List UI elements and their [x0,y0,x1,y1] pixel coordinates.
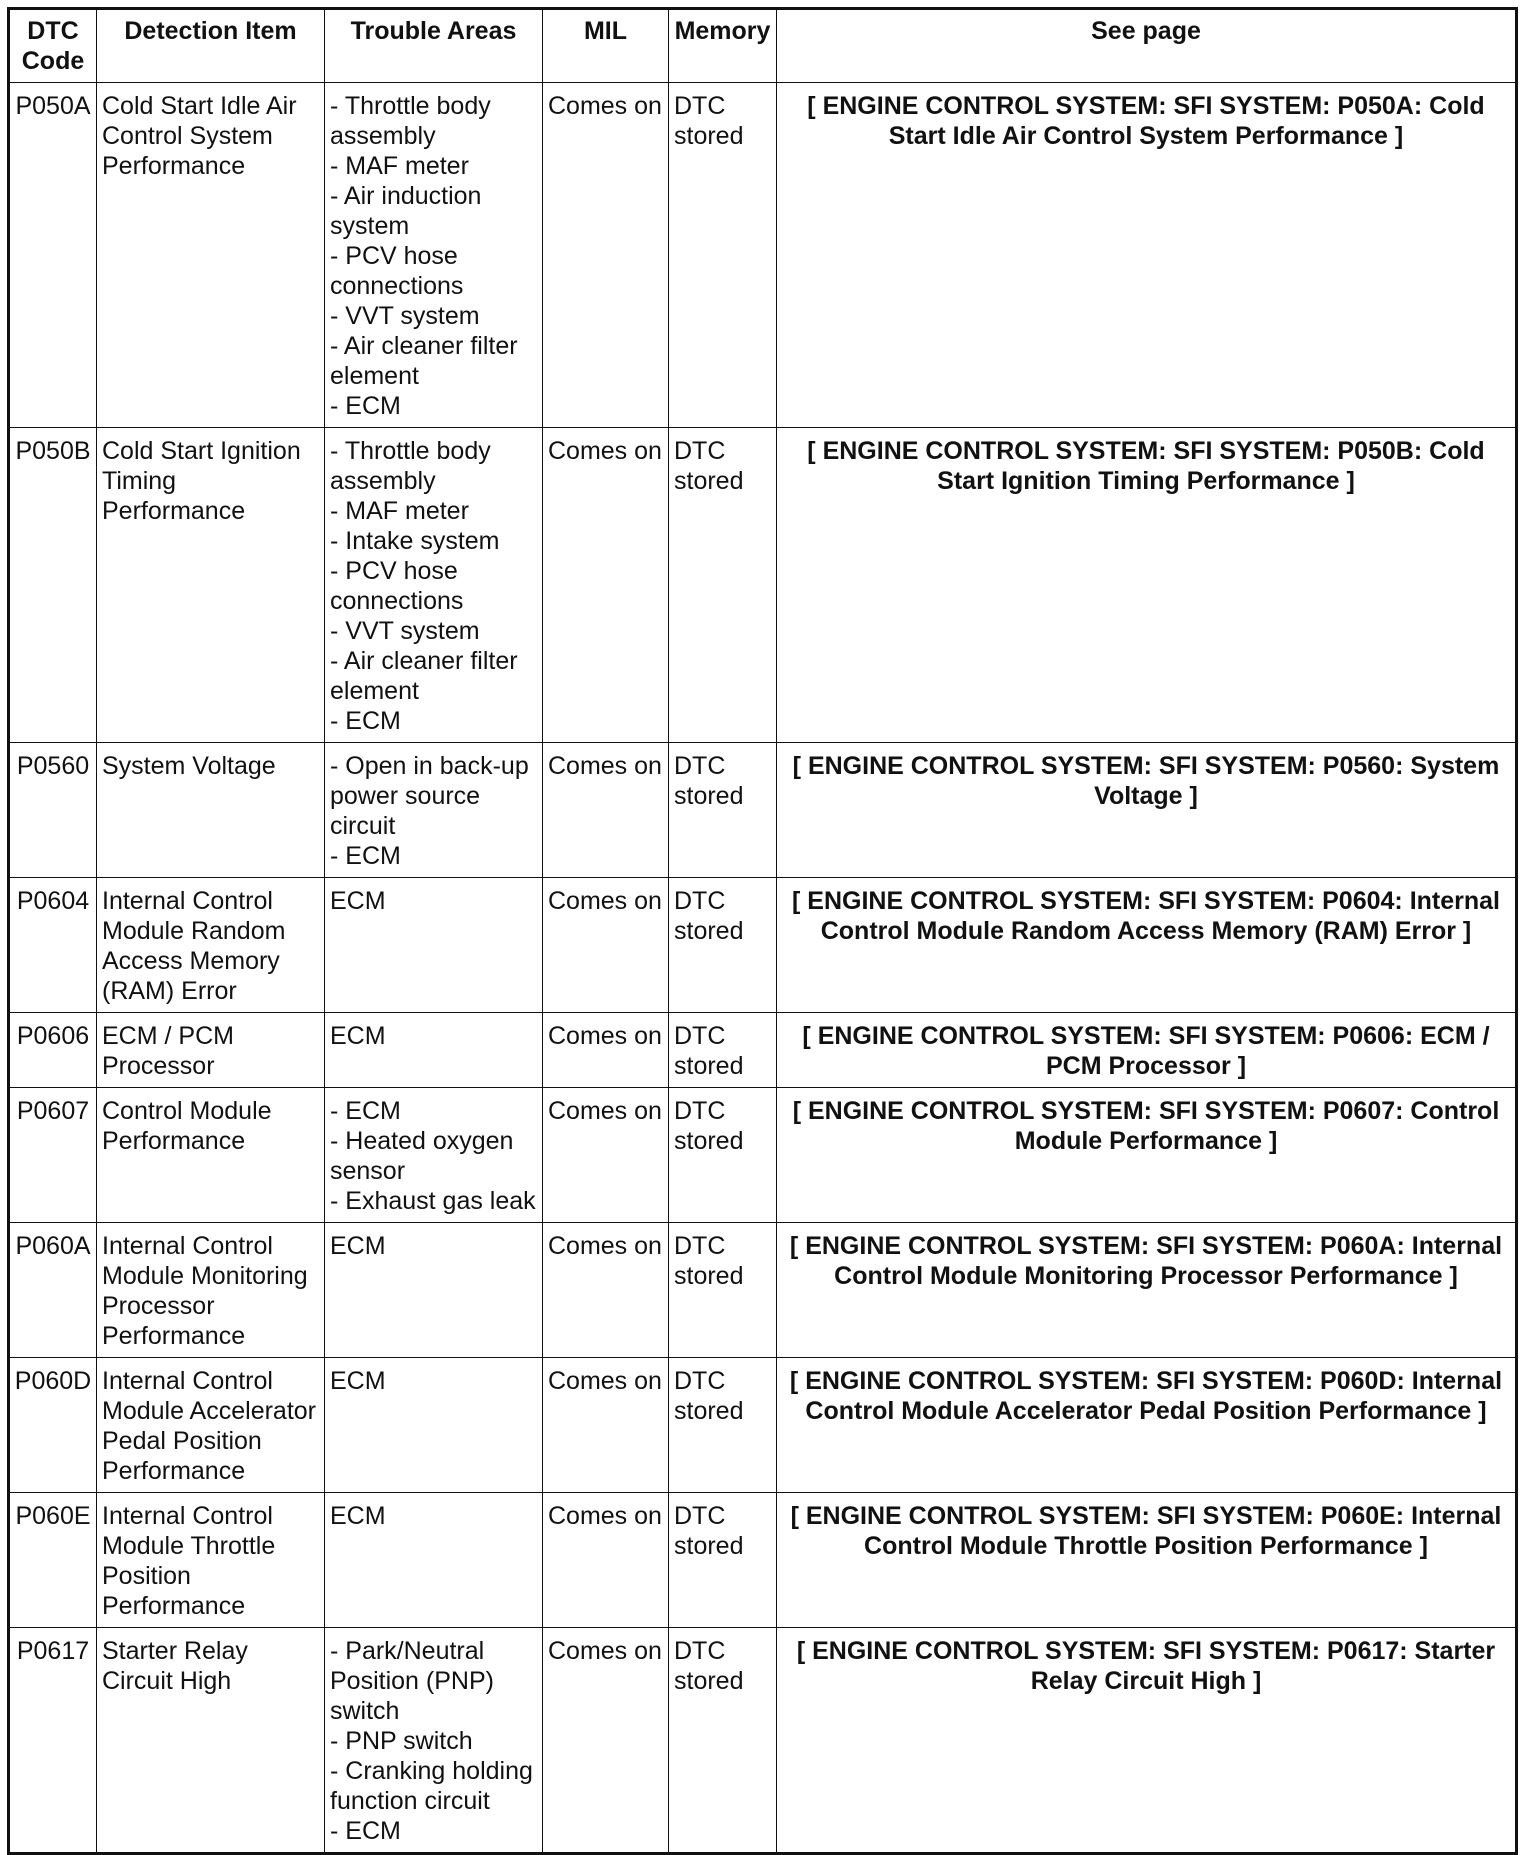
trouble-area-item: - VVT system [330,617,480,645]
trouble-area-item: - Park/Neutral Position (PNP) switch [330,1637,494,1725]
mil-cell: Comes on [543,1358,669,1493]
table-row [9,743,1517,878]
mil-cell: Comes on [543,428,669,743]
memory-cell: DTC stored [669,743,777,878]
detection-item-cell: Internal Control Module Random Access Memory (RAM) Error [97,878,325,1013]
table-row [9,878,1517,1013]
mil-cell: Comes on [543,743,669,878]
dtc-code-cell: P0606 [9,1013,97,1088]
header-mil: MIL [543,9,669,83]
dtc-table [7,7,1518,1855]
memory-cell: DTC stored [669,1223,777,1358]
table-row [9,83,1517,428]
dtc-code-cell: P0607 [9,1088,97,1223]
trouble-area-item: - ECM [330,1097,401,1125]
trouble-areas-cell [325,83,543,428]
detection-item-cell: ECM / PCM Processor [97,1013,325,1088]
detection-item-cell: System Voltage [97,743,325,878]
see-page-link: [ ENGINE CONTROL SYSTEM: SFI SYSTEM: P060D: Internal Control Module Accelerator Pedal Position Performance ] [777,1358,1517,1493]
table-row [9,1013,1517,1088]
detection-item-cell: Internal Control Module Throttle Position Performance [97,1493,325,1628]
mil-cell: Comes on [543,1013,669,1088]
dtc-code-cell: P050B [9,428,97,743]
trouble-area-item: ECM [330,1502,386,1530]
trouble-area-item: - PCV hose connections [330,242,464,300]
trouble-areas-cell [325,1493,543,1628]
trouble-area-item: ECM [330,1232,386,1260]
trouble-area-item: - VVT system [330,302,480,330]
trouble-area-item: - Air cleaner filter element [330,647,518,705]
memory-cell: DTC stored [669,1088,777,1223]
trouble-areas-cell [325,1628,543,1854]
dtc-code-cell: P0560 [9,743,97,878]
see-page-link: [ ENGINE CONTROL SYSTEM: SFI SYSTEM: P060A: Internal Control Module Monitoring Processor Performance ] [777,1223,1517,1358]
trouble-area-item: ECM [330,1022,386,1050]
mil-cell: Comes on [543,878,669,1013]
trouble-area-item: - PCV hose connections [330,557,464,615]
trouble-area-item: - Cranking holding function circuit [330,1757,533,1815]
memory-cell: DTC stored [669,1013,777,1088]
trouble-area-item: - ECM [330,842,401,870]
table-row [9,1493,1517,1628]
trouble-area-item: - Throttle body assembly [330,437,491,495]
trouble-area-item: - Heated oxygen sensor [330,1127,514,1185]
header-memory: Memory [669,9,777,83]
see-page-link: [ ENGINE CONTROL SYSTEM: SFI SYSTEM: P0606: ECM / PCM Processor ] [777,1013,1517,1088]
dtc-code-cell: P060D [9,1358,97,1493]
dtc-code-cell: P050A [9,83,97,428]
table-row [9,1088,1517,1223]
detection-item-cell: Cold Start Idle Air Control System Performance [97,83,325,428]
trouble-areas-cell [325,743,543,878]
trouble-area-item: - Air cleaner filter element [330,332,518,390]
trouble-area-item: - PNP switch [330,1727,473,1755]
trouble-areas-cell [325,878,543,1013]
trouble-area-item: - ECM [330,1817,401,1845]
header-detection-item: Detection Item [97,9,325,83]
table-body [9,83,1517,1854]
table-row [9,428,1517,743]
memory-cell: DTC stored [669,428,777,743]
trouble-area-item: - ECM [330,707,401,735]
trouble-area-item: - Exhaust gas leak [330,1187,536,1215]
see-page-link: [ ENGINE CONTROL SYSTEM: SFI SYSTEM: P060E: Internal Control Module Throttle Position Performance ] [777,1493,1517,1628]
dtc-code-cell: P0617 [9,1628,97,1854]
trouble-area-item: - MAF meter [330,497,469,525]
memory-cell: DTC stored [669,1493,777,1628]
trouble-areas-cell [325,1223,543,1358]
memory-cell: DTC stored [669,1358,777,1493]
detection-item-cell: Internal Control Module Accelerator Pedal Position Performance [97,1358,325,1493]
detection-item-cell: Internal Control Module Monitoring Processor Performance [97,1223,325,1358]
trouble-areas-cell [325,1358,543,1493]
see-page-link: [ ENGINE CONTROL SYSTEM: SFI SYSTEM: P0607: Control Module Performance ] [777,1088,1517,1223]
see-page-link: [ ENGINE CONTROL SYSTEM: SFI SYSTEM: P050B: Cold Start Ignition Timing Performance ] [777,428,1517,743]
memory-cell: DTC stored [669,83,777,428]
detection-item-cell: Starter Relay Circuit High [97,1628,325,1854]
dtc-code-cell: P0604 [9,878,97,1013]
header-trouble-areas: Trouble Areas [325,9,543,83]
header-dtc-code: DTC Code [9,9,97,83]
dtc-code-cell: P060E [9,1493,97,1628]
detection-item-cell: Control Module Performance [97,1088,325,1223]
document-page [7,7,1515,1845]
mil-cell: Comes on [543,1088,669,1223]
trouble-areas-cell [325,428,543,743]
mil-cell: Comes on [543,83,669,428]
detection-item-cell: Cold Start Ignition Timing Performance [97,428,325,743]
trouble-areas-cell [325,1013,543,1088]
table-row [9,1628,1517,1854]
see-page-link: [ ENGINE CONTROL SYSTEM: SFI SYSTEM: P0617: Starter Relay Circuit High ] [777,1628,1517,1854]
trouble-areas-cell [325,1088,543,1223]
trouble-area-item: - Intake system [330,527,500,555]
trouble-area-item: ECM [330,1367,386,1395]
trouble-area-item: - Open in back-up power source circuit [330,752,529,840]
trouble-area-item: - Air induction system [330,182,482,240]
mil-cell: Comes on [543,1628,669,1854]
trouble-area-item: - Throttle body assembly [330,92,491,150]
table-header-row [9,9,1517,83]
table-row [9,1358,1517,1493]
see-page-link: [ ENGINE CONTROL SYSTEM: SFI SYSTEM: P0604: Internal Control Module Random Access Memory (RAM) Error ] [777,878,1517,1013]
header-see-page: See page [777,9,1517,83]
see-page-link: [ ENGINE CONTROL SYSTEM: SFI SYSTEM: P0560: System Voltage ] [777,743,1517,878]
mil-cell: Comes on [543,1223,669,1358]
trouble-area-item: ECM [330,887,386,915]
memory-cell: DTC stored [669,1628,777,1854]
table-row [9,1223,1517,1358]
trouble-area-item: - ECM [330,392,401,420]
mil-cell: Comes on [543,1493,669,1628]
see-page-link: [ ENGINE CONTROL SYSTEM: SFI SYSTEM: P050A: Cold Start Idle Air Control System Performance ] [777,83,1517,428]
memory-cell: DTC stored [669,878,777,1013]
trouble-area-item: - MAF meter [330,152,469,180]
dtc-code-cell: P060A [9,1223,97,1358]
